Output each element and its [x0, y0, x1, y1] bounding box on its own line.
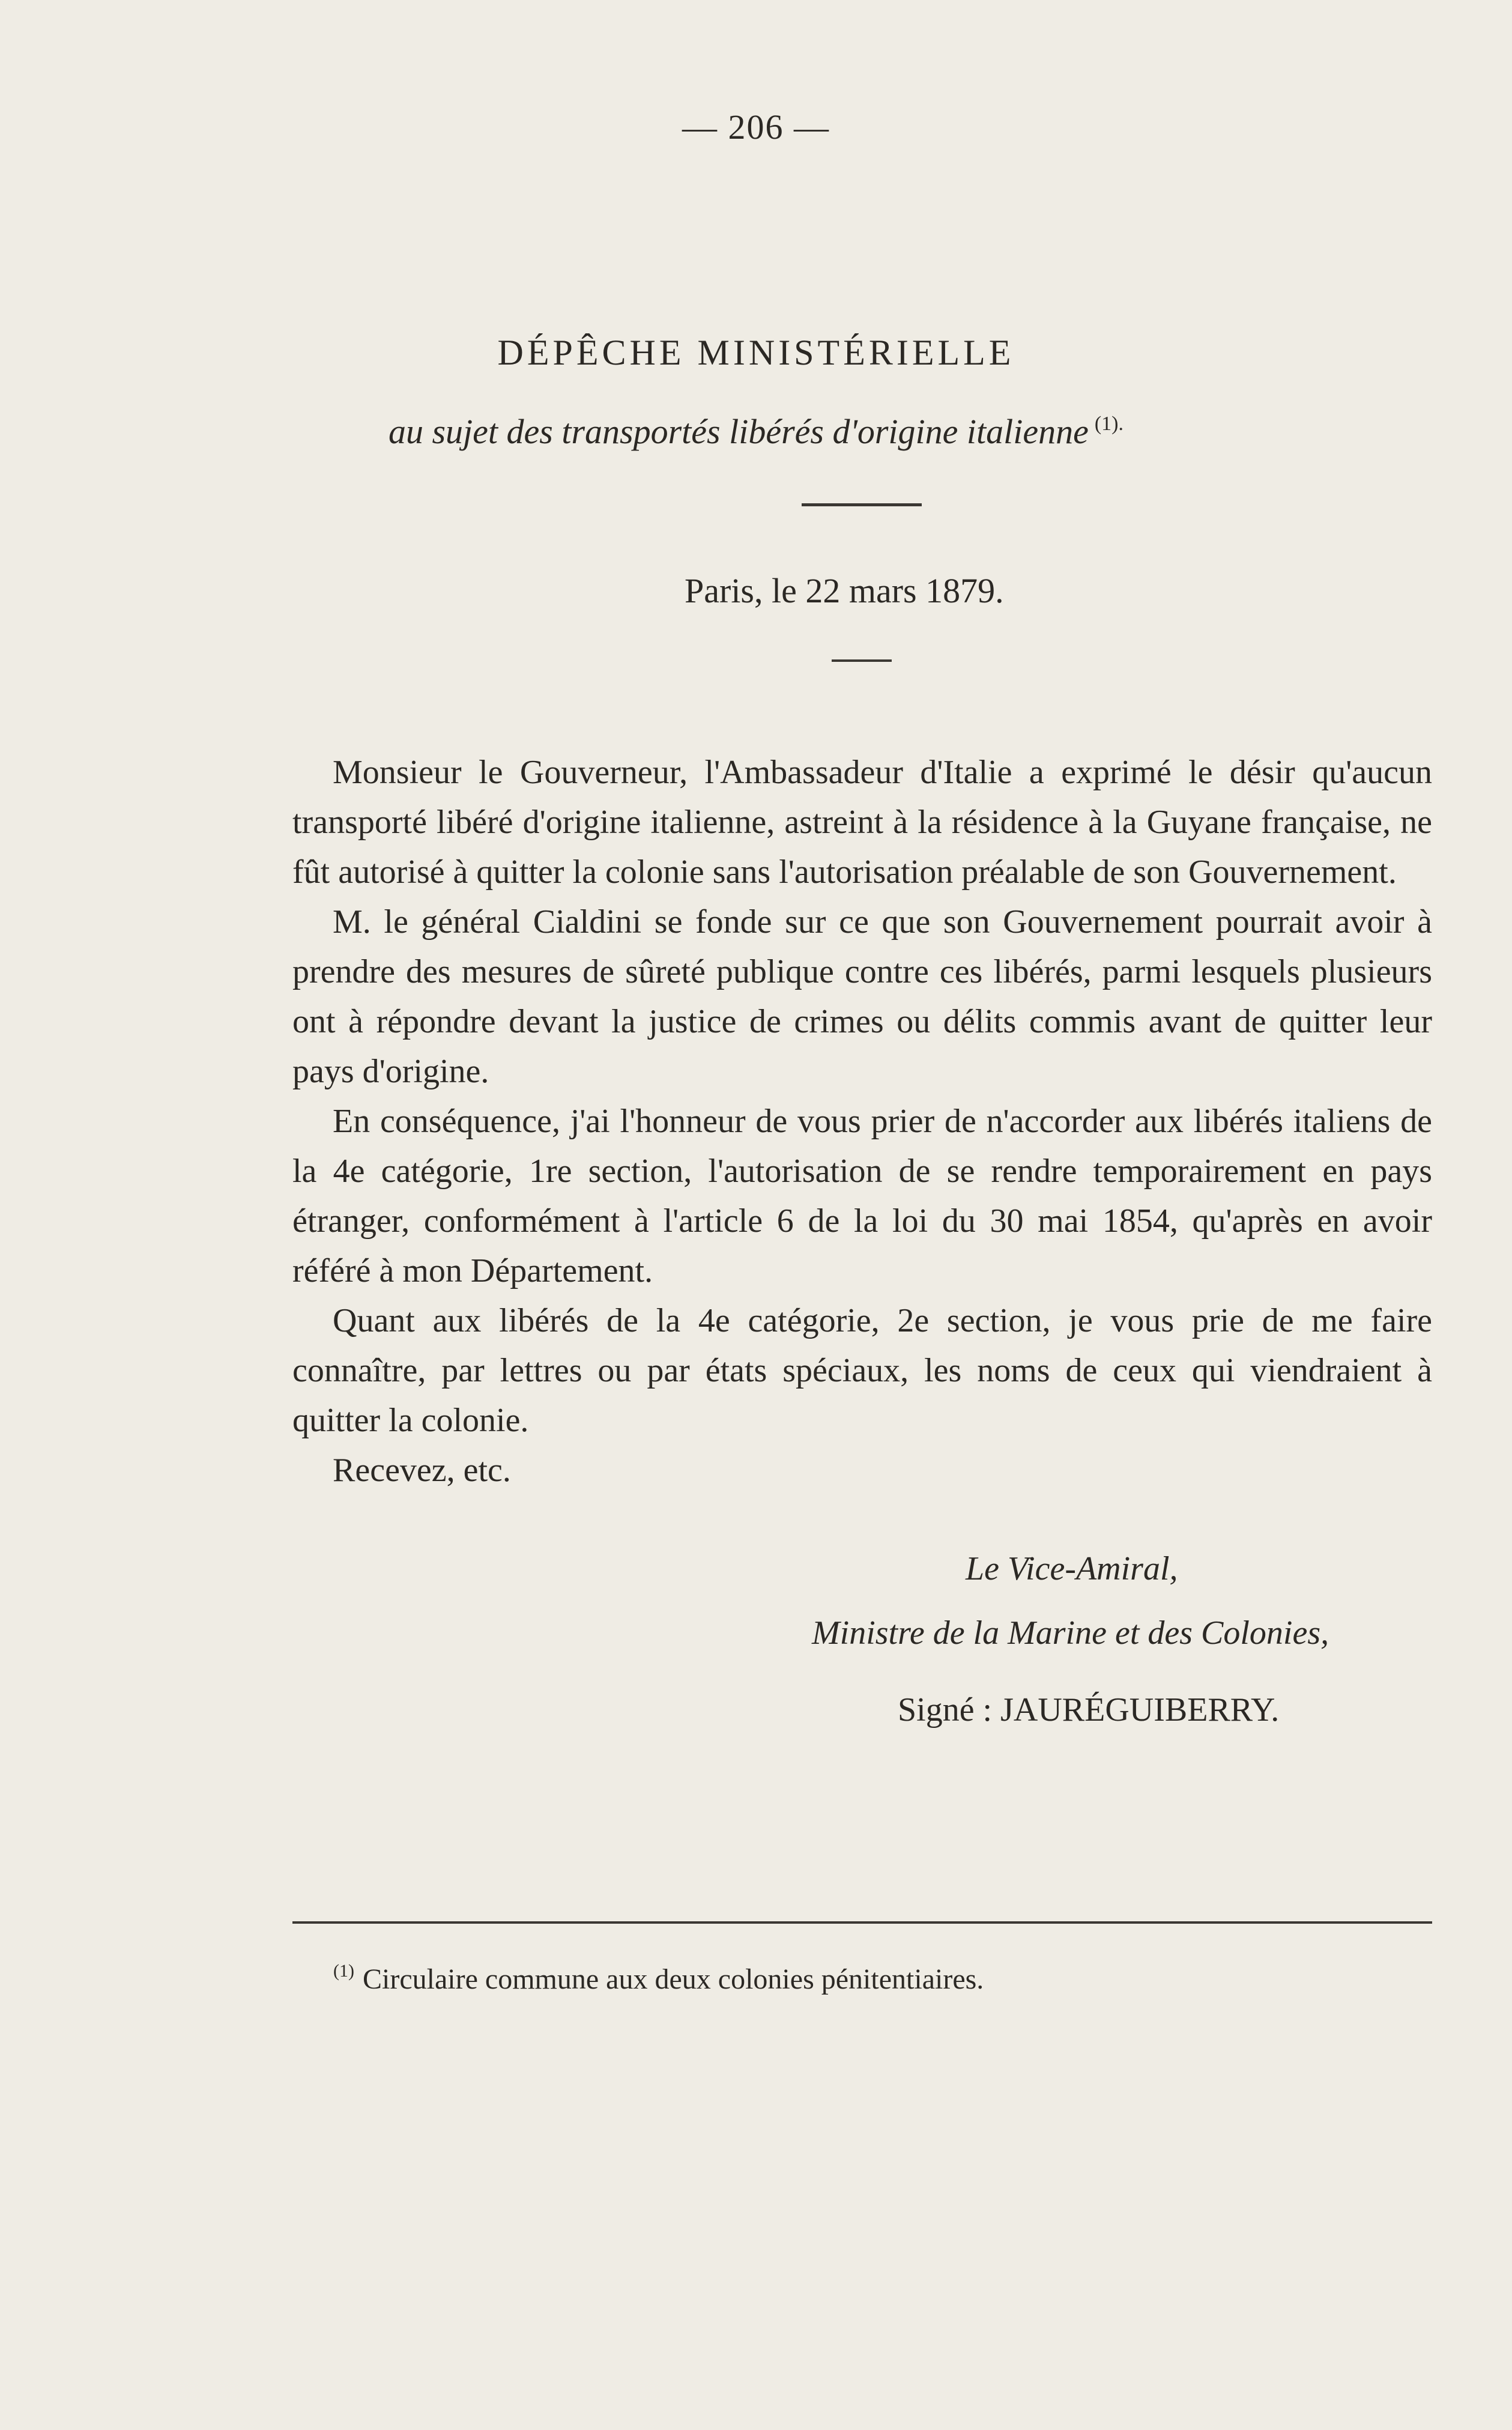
paragraph-closing: Recevez, etc. [333, 1452, 511, 1489]
title-divider [802, 503, 922, 506]
paragraph-4: Quant aux libérés de la 4e catégorie, 2e section, je vous prie de me faire connaître, par lettres ou par états spéciaux, les noms de ceux qui viendraient à quitter la colonie. [292, 1302, 1432, 1439]
subtitle-text: au sujet des transportés libérés d'origine italienne [388, 412, 1089, 451]
page-number: — 206 — [682, 108, 830, 147]
footnote-text: Circulaire commune aux deux colonies pénitentiaires. [362, 1963, 984, 1995]
dateline-divider [832, 659, 892, 662]
signature-office: Ministre de la Marine et des Colonies, [812, 1614, 1329, 1652]
paragraph-2: M. le général Cialdini se fonde sur ce que son Gouvernement pourrait avoir à prendre des mesures de sûreté publique contre ces libérés, parmi lesquels plusieurs ont à répondre devant la justice de crimes ou délits commis avant de quitter leur pays d'origine. [292, 903, 1432, 1090]
letter-body [292, 748, 1432, 1495]
signature-name: Signé : JAURÉGUIBERRY. [898, 1691, 1280, 1729]
page-subtitle [0, 411, 1512, 452]
dateline: Paris, le 22 mars 1879. [685, 571, 1004, 610]
footnote-reference: (1). [1094, 413, 1124, 435]
paragraph-1: Monsieur le Gouverneur, l'Ambassadeur d'Italie a exprimé le désir qu'aucun transporté libéré d'origine italienne, astreint à la résidence à la Guyane française, ne fût autorisé à quitter la colonie sans l'autorisation préalable de son Gouvernement. [292, 754, 1432, 891]
footnote-divider [292, 1921, 1432, 1924]
footnote [333, 1961, 984, 1996]
page-title: DÉPÊCHE MINISTÉRIELLE [497, 333, 1015, 372]
signature-rank: Le Vice-Amiral, [966, 1550, 1178, 1587]
paragraph-3: En conséquence, j'ai l'honneur de vous prier de n'accorder aux libérés italiens de la 4e catégorie, 1re section, l'autorisation de se rendre temporairement en pays étranger, conformément à l'article 6 de la loi du 30 mai 1854, qu'après en avoir référé à mon Département. [292, 1103, 1432, 1289]
footnote-marker: (1) [333, 1961, 354, 1981]
